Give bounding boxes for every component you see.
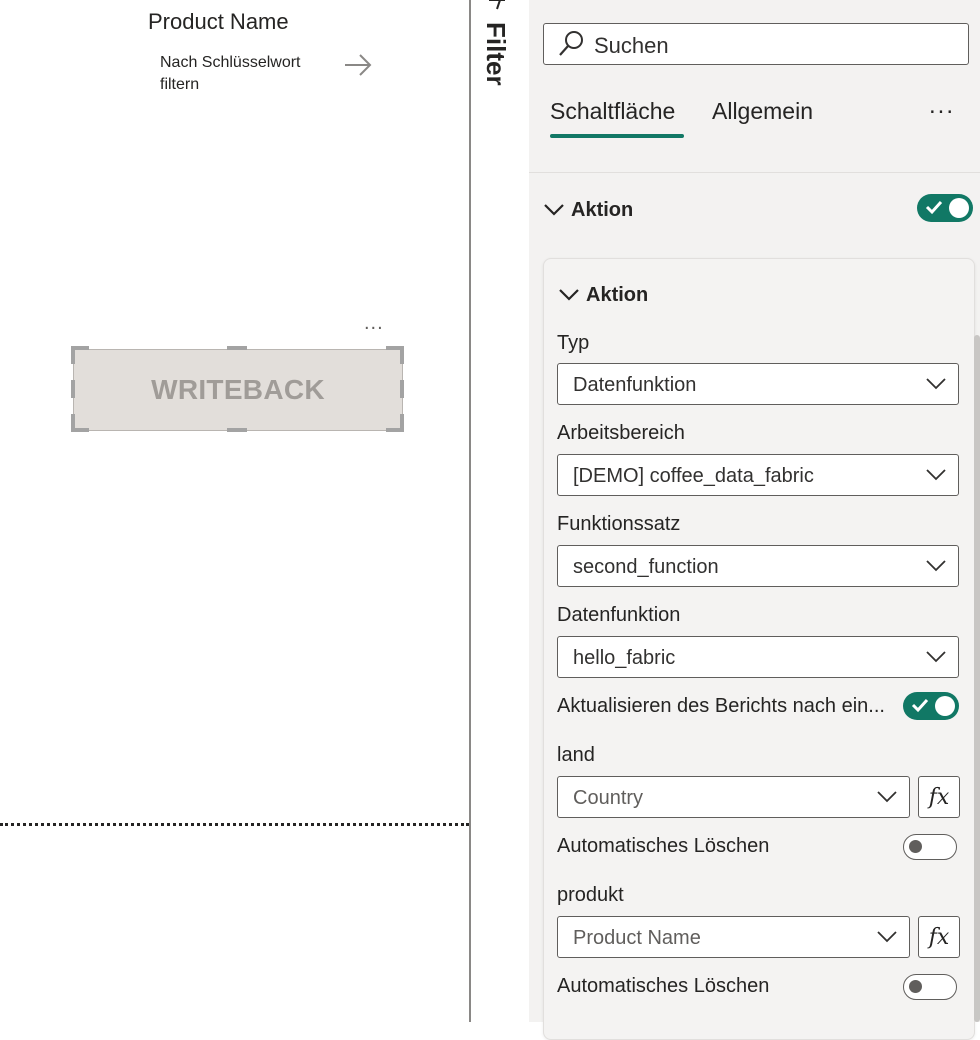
datenfunktion-dropdown[interactable] <box>557 636 959 678</box>
chevron-down-icon <box>926 651 946 663</box>
param-produkt-autoclear-label: Automatisches Löschen <box>557 975 770 997</box>
check-icon <box>925 198 943 216</box>
funktionssatz-value: second_function <box>573 556 719 578</box>
report-canvas <box>0 0 469 1022</box>
resize-handle[interactable] <box>400 414 404 432</box>
resize-handle[interactable] <box>227 428 247 432</box>
writeback-button-label: WRITEBACK <box>151 374 325 405</box>
resize-handle[interactable] <box>71 346 75 364</box>
slicer-keyword-filter[interactable]: Nach Schlüsselwort filtern <box>160 54 301 93</box>
datenfunktion-label: Datenfunktion <box>557 604 681 626</box>
slicer-title: Product Name <box>148 9 289 34</box>
search-icon <box>558 30 584 58</box>
arbeitsbereich-dropdown[interactable] <box>557 454 959 496</box>
search-placeholder: Suchen <box>594 33 669 58</box>
typ-dropdown[interactable] <box>557 363 959 405</box>
toggle-knob <box>909 980 922 993</box>
datenfunktion-value: hello_fabric <box>573 647 676 669</box>
funktionssatz-label: Funktionssatz <box>557 513 681 535</box>
tab-allgemein[interactable]: Allgemein <box>712 98 813 124</box>
tab-schaltflaeche[interactable]: Schaltfläche <box>550 98 676 124</box>
chevron-down-icon <box>926 469 946 481</box>
param-produkt-fx-button[interactable]: fx <box>918 916 960 958</box>
search-input[interactable] <box>543 23 969 65</box>
resize-handle[interactable] <box>71 414 75 432</box>
param-land-autoclear-label: Automatisches Löschen <box>557 835 770 857</box>
resize-handle[interactable] <box>227 346 247 350</box>
visual-more-options-icon[interactable]: ... <box>364 312 384 334</box>
arbeitsbereich-label: Arbeitsbereich <box>557 422 685 444</box>
more-options-icon[interactable]: ... <box>929 92 956 119</box>
typ-label: Typ <box>557 332 590 354</box>
param-produkt-label: produkt <box>557 884 624 906</box>
param-land-value: Country <box>573 787 644 809</box>
param-land-dropdown[interactable] <box>557 776 910 818</box>
resize-handle[interactable] <box>71 380 75 398</box>
arbeitsbereich-value: [DEMO] coffee_data_fabric <box>573 465 814 487</box>
section-title: Aktion <box>571 199 634 221</box>
page-break-line <box>0 823 469 826</box>
refresh-report-label: Aktualisieren des Berichts nach ein... <box>557 695 885 717</box>
chevron-down-icon[interactable] <box>558 288 580 302</box>
param-land-fx-button[interactable]: fx <box>918 776 960 818</box>
chevron-down-icon <box>543 203 565 217</box>
filter-pane-collapsed[interactable] <box>471 0 529 1022</box>
chevron-down-icon <box>877 791 897 803</box>
toggle-knob <box>935 696 955 716</box>
section-aktion-header[interactable] <box>529 173 980 243</box>
chevron-down-icon <box>926 378 946 390</box>
param-land-autoclear-toggle[interactable] <box>903 834 957 860</box>
toggle-knob <box>909 840 922 853</box>
toggle-knob <box>949 198 969 218</box>
resize-handle[interactable] <box>400 346 404 364</box>
chevron-down-icon <box>926 560 946 572</box>
chevron-down-icon <box>877 931 897 943</box>
active-tab-indicator <box>550 134 684 138</box>
filter-icon <box>488 0 506 10</box>
section-aktion-toggle[interactable] <box>917 194 973 222</box>
check-icon <box>911 696 929 714</box>
format-pane <box>529 0 980 1022</box>
param-produkt-value: Product Name <box>573 927 701 949</box>
param-produkt-dropdown[interactable] <box>557 916 910 958</box>
card-title: Aktion <box>586 284 649 306</box>
scrollbar[interactable] <box>974 335 980 1022</box>
param-produkt-autoclear-toggle[interactable] <box>903 974 957 1000</box>
funktionssatz-dropdown[interactable] <box>557 545 959 587</box>
writeback-button[interactable] <box>73 349 403 431</box>
param-land-label: land <box>557 744 595 766</box>
filter-pane-label[interactable]: Filter <box>481 22 511 86</box>
refresh-report-toggle[interactable] <box>903 692 959 720</box>
arrow-right-icon[interactable] <box>342 52 374 78</box>
typ-value: Datenfunktion <box>573 374 697 396</box>
resize-handle[interactable] <box>400 380 404 398</box>
